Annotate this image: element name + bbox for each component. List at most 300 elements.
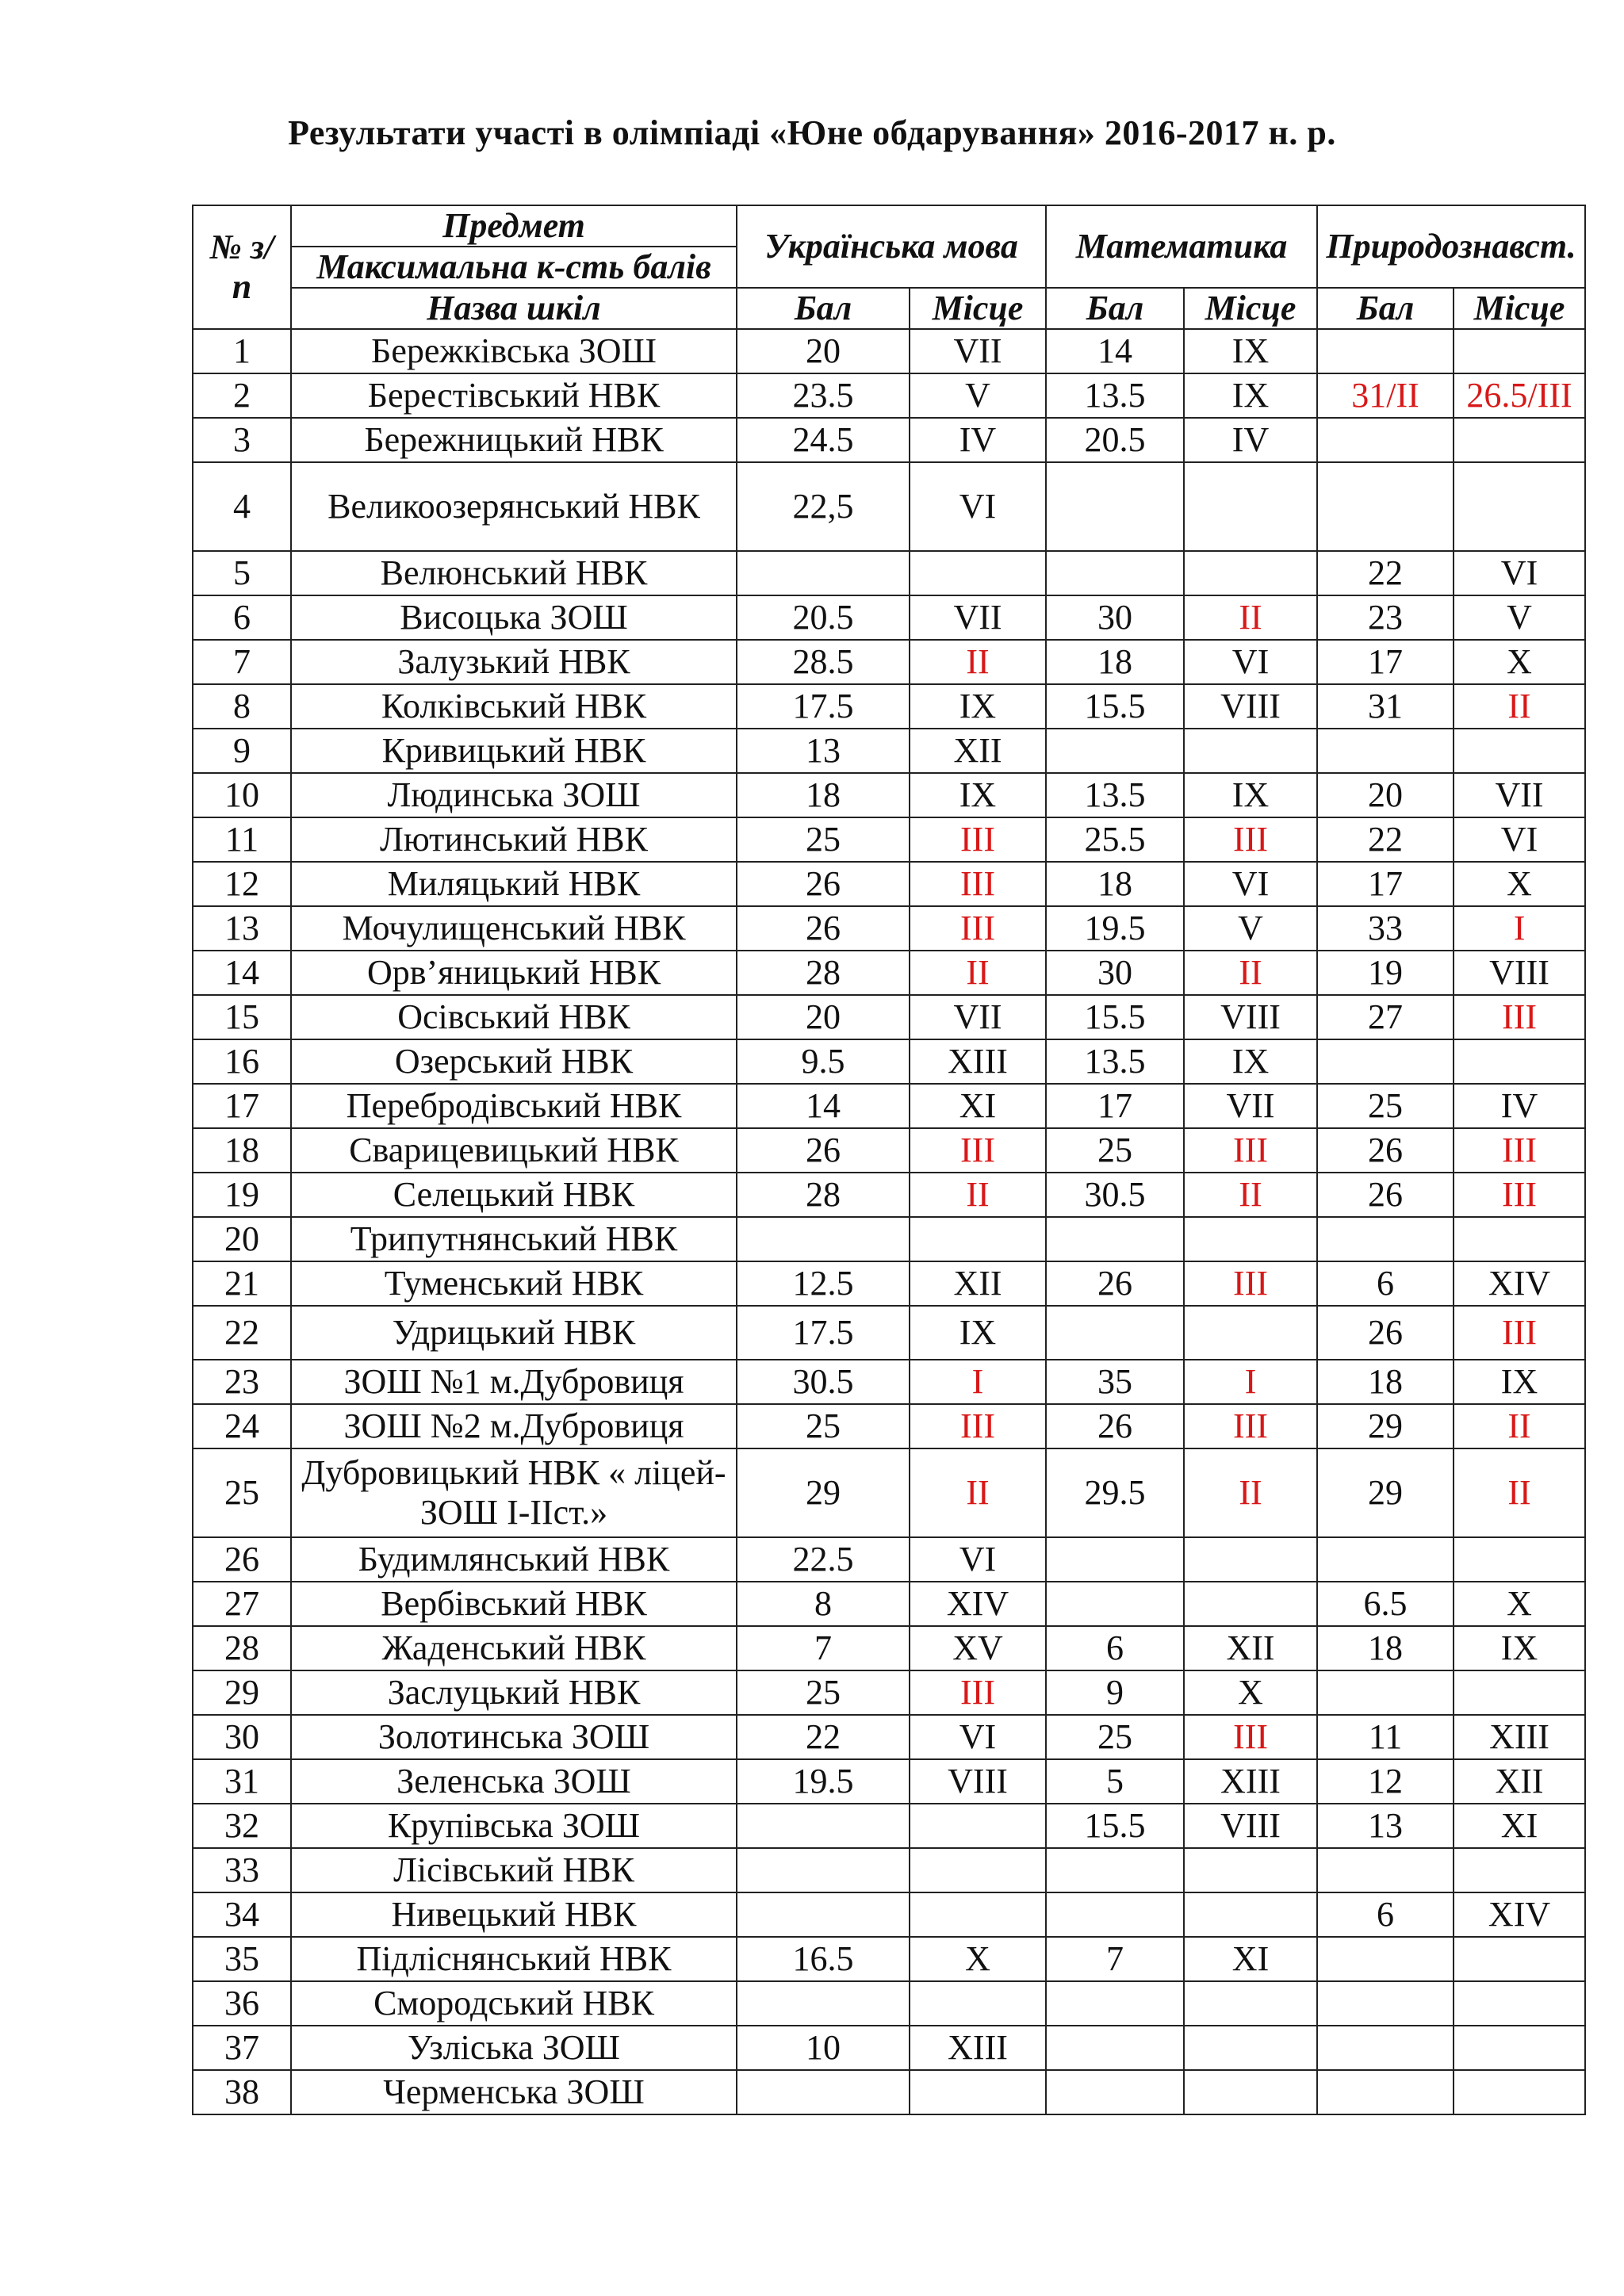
school-name: Мочулищенський НВК (291, 906, 737, 951)
school-name: Нивецький НВК (291, 1892, 737, 1937)
math-score: 26 (1046, 1404, 1184, 1448)
ukr-score: 29 (737, 1448, 910, 1537)
ukr-place: III (910, 906, 1046, 951)
ukr-score: 17.5 (737, 1306, 910, 1360)
school-name: Берестівський НВК (291, 373, 737, 418)
nature-place: XIV (1454, 1892, 1585, 1937)
table-row (193, 1217, 1585, 1261)
school-name: Крупівська ЗОШ (291, 1804, 737, 1848)
table-row (193, 1626, 1585, 1670)
nature-score (1317, 1217, 1454, 1261)
math-score (1046, 1848, 1184, 1892)
table-row (193, 1670, 1585, 1715)
header-max-points: Максимальна к-сть балів (291, 247, 737, 288)
row-number: 11 (193, 817, 291, 862)
header-ukr-place: Місце (910, 288, 1046, 329)
row-number: 25 (193, 1448, 291, 1537)
school-name: Вербівський НВК (291, 1582, 737, 1626)
math-score: 9 (1046, 1670, 1184, 1715)
ukr-score (737, 551, 910, 595)
ukr-score: 13 (737, 729, 910, 773)
math-score (1046, 1981, 1184, 2026)
math-place (1184, 1537, 1317, 1582)
row-number: 20 (193, 1217, 291, 1261)
math-score: 6 (1046, 1626, 1184, 1670)
results-table (192, 205, 1586, 2115)
ukr-place: VI (910, 1715, 1046, 1759)
school-name: Лісівський НВК (291, 1848, 737, 1892)
math-score: 19.5 (1046, 906, 1184, 951)
nature-place: VI (1454, 551, 1585, 595)
school-name: Великоозерянський НВК (291, 462, 737, 551)
ukr-score: 26 (737, 1128, 910, 1173)
math-place: V (1184, 906, 1317, 951)
ukr-place: VII (910, 329, 1046, 373)
math-place (1184, 2070, 1317, 2114)
table-row (193, 640, 1585, 684)
nature-place: VI (1454, 817, 1585, 862)
school-name: Будимлянський НВК (291, 1537, 737, 1582)
nature-score: 17 (1317, 862, 1454, 906)
row-number: 38 (193, 2070, 291, 2114)
table-row (193, 1582, 1585, 1626)
row-number: 15 (193, 995, 291, 1039)
table-row (193, 1448, 1585, 1537)
school-name: Висоцька ЗОШ (291, 595, 737, 640)
math-place: III (1184, 1715, 1317, 1759)
ukr-place: III (910, 1128, 1046, 1173)
header-subject-nature: Природознавст. (1317, 205, 1585, 288)
ukr-place: VI (910, 1537, 1046, 1582)
nature-place: VII (1454, 773, 1585, 817)
nature-score: 22 (1317, 817, 1454, 862)
row-number: 19 (193, 1173, 291, 1217)
table-row (193, 1306, 1585, 1360)
ukr-score: 28 (737, 1173, 910, 1217)
table-row (193, 995, 1585, 1039)
ukr-place (910, 2070, 1046, 2114)
row-number: 9 (193, 729, 291, 773)
ukr-place: XI (910, 1084, 1046, 1128)
math-score (1046, 462, 1184, 551)
ukr-place: IX (910, 1306, 1046, 1360)
ukr-place: II (910, 1173, 1046, 1217)
table-row (193, 373, 1585, 418)
nature-place: IX (1454, 1360, 1585, 1404)
table-row (193, 684, 1585, 729)
row-number: 3 (193, 418, 291, 462)
nature-score: 26 (1317, 1128, 1454, 1173)
row-number: 12 (193, 862, 291, 906)
header-ukr-score: Бал (737, 288, 910, 329)
nature-score: 17 (1317, 640, 1454, 684)
math-place (1184, 729, 1317, 773)
page-title: Результати участі в олімпіаді «Юне обдарування» 2016-2017 н. р. (288, 113, 1336, 152)
row-number: 30 (193, 1715, 291, 1759)
nature-place: V (1454, 595, 1585, 640)
row-number: 37 (193, 2026, 291, 2070)
nature-place: IX (1454, 1626, 1585, 1670)
row-number: 35 (193, 1937, 291, 1981)
ukr-score (737, 2070, 910, 2114)
math-place: III (1184, 1404, 1317, 1448)
nature-score (1317, 1848, 1454, 1892)
school-name: Трипутнянський НВК (291, 1217, 737, 1261)
ukr-place: III (910, 817, 1046, 862)
ukr-score: 25 (737, 817, 910, 862)
nature-place (1454, 329, 1585, 373)
math-score: 15.5 (1046, 1804, 1184, 1848)
ukr-place: V (910, 373, 1046, 418)
nature-place (1454, 729, 1585, 773)
ukr-score: 14 (737, 1084, 910, 1128)
school-name: Дубровицький НВК « ліцей- ЗОШ І-ІІст.» (291, 1448, 737, 1537)
math-score: 35 (1046, 1360, 1184, 1404)
math-score (1046, 551, 1184, 595)
nature-place: III (1454, 1306, 1585, 1360)
nature-score: 29 (1317, 1404, 1454, 1448)
math-place: IX (1184, 329, 1317, 373)
ukr-place: X (910, 1937, 1046, 1981)
math-score (1046, 1306, 1184, 1360)
math-place (1184, 2026, 1317, 2070)
math-place: XII (1184, 1626, 1317, 1670)
ukr-place (910, 1892, 1046, 1937)
nature-score (1317, 462, 1454, 551)
nature-place: III (1454, 1173, 1585, 1217)
nature-score (1317, 418, 1454, 462)
math-place (1184, 1582, 1317, 1626)
nature-score: 27 (1317, 995, 1454, 1039)
math-score: 15.5 (1046, 684, 1184, 729)
math-score: 13.5 (1046, 1039, 1184, 1084)
math-place: II (1184, 1448, 1317, 1537)
math-place: II (1184, 1173, 1317, 1217)
row-number: 34 (193, 1892, 291, 1937)
nature-place: XII (1454, 1759, 1585, 1804)
math-score (1046, 1892, 1184, 1937)
table-row (193, 1360, 1585, 1404)
row-number: 16 (193, 1039, 291, 1084)
nature-score: 31 (1317, 684, 1454, 729)
ukr-place: IV (910, 418, 1046, 462)
row-number: 4 (193, 462, 291, 551)
ukr-place: XII (910, 729, 1046, 773)
ukr-place: VIII (910, 1759, 1046, 1804)
school-name: Людинська ЗОШ (291, 773, 737, 817)
ukr-place: XII (910, 1261, 1046, 1306)
ukr-place (910, 1804, 1046, 1848)
math-place (1184, 1306, 1317, 1360)
school-name: Узліська ЗОШ (291, 2026, 737, 2070)
ukr-place (910, 551, 1046, 595)
table-row (193, 1537, 1585, 1582)
table-row (193, 1173, 1585, 1217)
ukr-score: 20 (737, 995, 910, 1039)
ukr-score (737, 1981, 910, 2026)
ukr-score: 16.5 (737, 1937, 910, 1981)
math-place (1184, 1848, 1317, 1892)
ukr-place: VII (910, 595, 1046, 640)
row-number: 8 (193, 684, 291, 729)
nature-place: XIV (1454, 1261, 1585, 1306)
nature-score: 11 (1317, 1715, 1454, 1759)
math-score (1046, 729, 1184, 773)
math-place: III (1184, 1261, 1317, 1306)
ukr-place: II (910, 640, 1046, 684)
nature-place (1454, 1217, 1585, 1261)
nature-place (1454, 1537, 1585, 1582)
table-row (193, 1261, 1585, 1306)
school-name: Залузький НВК (291, 640, 737, 684)
header-nature-score: Бал (1317, 288, 1454, 329)
math-score: 18 (1046, 862, 1184, 906)
nature-score: 6 (1317, 1261, 1454, 1306)
ukr-score: 9.5 (737, 1039, 910, 1084)
ukr-score: 25 (737, 1670, 910, 1715)
table-row (193, 2070, 1585, 2114)
ukr-place: IX (910, 773, 1046, 817)
math-score: 25.5 (1046, 817, 1184, 862)
math-place: XIII (1184, 1759, 1317, 1804)
ukr-score: 24.5 (737, 418, 910, 462)
nature-place (1454, 418, 1585, 462)
table-row (193, 551, 1585, 595)
nature-score: 23 (1317, 595, 1454, 640)
ukr-score (737, 1848, 910, 1892)
ukr-place (910, 1848, 1046, 1892)
ukr-place: XIV (910, 1582, 1046, 1626)
table-row (193, 1759, 1585, 1804)
math-score (1046, 1217, 1184, 1261)
math-place: VIII (1184, 684, 1317, 729)
math-score: 30 (1046, 951, 1184, 995)
ukr-score: 22,5 (737, 462, 910, 551)
ukr-place: III (910, 1404, 1046, 1448)
nature-score: 18 (1317, 1360, 1454, 1404)
ukr-place: II (910, 951, 1046, 995)
nature-place (1454, 462, 1585, 551)
ukr-place: III (910, 1670, 1046, 1715)
nature-score (1317, 729, 1454, 773)
nature-place: IV (1454, 1084, 1585, 1128)
nature-score (1317, 2070, 1454, 2114)
ukr-score: 12.5 (737, 1261, 910, 1306)
nature-score: 25 (1317, 1084, 1454, 1128)
table-row (193, 1981, 1585, 2026)
nature-score: 26 (1317, 1173, 1454, 1217)
nature-score: 6.5 (1317, 1582, 1454, 1626)
table-row (193, 418, 1585, 462)
nature-place: XIII (1454, 1715, 1585, 1759)
math-place: X (1184, 1670, 1317, 1715)
math-place: I (1184, 1360, 1317, 1404)
nature-score (1317, 2026, 1454, 2070)
row-number: 29 (193, 1670, 291, 1715)
school-name: Удрицький НВК (291, 1306, 737, 1360)
nature-score: 33 (1317, 906, 1454, 951)
row-number: 1 (193, 329, 291, 373)
header-num: № з/п (193, 205, 291, 329)
row-number: 33 (193, 1848, 291, 1892)
nature-place: VIII (1454, 951, 1585, 995)
nature-score (1317, 1537, 1454, 1582)
row-number: 22 (193, 1306, 291, 1360)
school-name: Миляцький НВК (291, 862, 737, 906)
math-place: III (1184, 817, 1317, 862)
table-row (193, 1084, 1585, 1128)
ukr-place: II (910, 1448, 1046, 1537)
header-nature-place: Місце (1454, 288, 1585, 329)
math-place: VI (1184, 640, 1317, 684)
row-number: 18 (193, 1128, 291, 1173)
school-name: Зеленська ЗОШ (291, 1759, 737, 1804)
math-score: 30.5 (1046, 1173, 1184, 1217)
ukr-score: 20.5 (737, 595, 910, 640)
math-place: IX (1184, 1039, 1317, 1084)
nature-place (1454, 1937, 1585, 1981)
math-score: 29.5 (1046, 1448, 1184, 1537)
math-score: 13.5 (1046, 773, 1184, 817)
school-name: Перебродівський НВК (291, 1084, 737, 1128)
school-name: Колківський НВК (291, 684, 737, 729)
school-name: Туменський НВК (291, 1261, 737, 1306)
table-row (193, 1039, 1585, 1084)
ukr-score: 22 (737, 1715, 910, 1759)
table-row (193, 1804, 1585, 1848)
ukr-score: 25 (737, 1404, 910, 1448)
school-name: Золотинська ЗОШ (291, 1715, 737, 1759)
math-score (1046, 1582, 1184, 1626)
table-row (193, 773, 1585, 817)
row-number: 32 (193, 1804, 291, 1848)
table-row (193, 1404, 1585, 1448)
row-number: 28 (193, 1626, 291, 1670)
math-score: 7 (1046, 1937, 1184, 1981)
nature-place: I (1454, 906, 1585, 951)
ukr-score: 10 (737, 2026, 910, 2070)
table-row (193, 862, 1585, 906)
nature-place: II (1454, 1448, 1585, 1537)
nature-score: 6 (1317, 1892, 1454, 1937)
nature-place (1454, 1670, 1585, 1715)
math-place: IX (1184, 773, 1317, 817)
school-name: Озерський НВК (291, 1039, 737, 1084)
header-school-names: Назва шкіл (291, 288, 737, 329)
row-number: 23 (193, 1360, 291, 1404)
nature-score: 20 (1317, 773, 1454, 817)
nature-score: 29 (1317, 1448, 1454, 1537)
row-number: 7 (193, 640, 291, 684)
nature-score: 13 (1317, 1804, 1454, 1848)
math-place: II (1184, 951, 1317, 995)
header-math-score: Бал (1046, 288, 1184, 329)
table-row (193, 1128, 1585, 1173)
row-number: 6 (193, 595, 291, 640)
row-number: 27 (193, 1582, 291, 1626)
nature-place (1454, 1981, 1585, 2026)
math-place: III (1184, 1128, 1317, 1173)
ukr-place (910, 1217, 1046, 1261)
ukr-score: 19.5 (737, 1759, 910, 1804)
table-row (193, 1937, 1585, 1981)
nature-score (1317, 329, 1454, 373)
ukr-place: I (910, 1360, 1046, 1404)
table-row (193, 951, 1585, 995)
math-place: XI (1184, 1937, 1317, 1981)
nature-place (1454, 1848, 1585, 1892)
nature-score: 22 (1317, 551, 1454, 595)
math-place (1184, 1981, 1317, 2026)
math-place (1184, 1217, 1317, 1261)
math-place: IX (1184, 373, 1317, 418)
ukr-score (737, 1804, 910, 1848)
table-row (193, 906, 1585, 951)
row-number: 2 (193, 373, 291, 418)
math-score: 30 (1046, 595, 1184, 640)
table-row (193, 462, 1585, 551)
school-name: Заслуцький НВК (291, 1670, 737, 1715)
school-name: Орв’яницький НВК (291, 951, 737, 995)
math-score: 25 (1046, 1128, 1184, 1173)
nature-score (1317, 1670, 1454, 1715)
nature-place (1454, 1039, 1585, 1084)
ukr-place: XV (910, 1626, 1046, 1670)
ukr-score: 8 (737, 1582, 910, 1626)
school-name: Сварицевицький НВК (291, 1128, 737, 1173)
math-place: II (1184, 595, 1317, 640)
math-score: 14 (1046, 329, 1184, 373)
ukr-place: IX (910, 684, 1046, 729)
ukr-score: 30.5 (737, 1360, 910, 1404)
ukr-place (910, 1981, 1046, 2026)
ukr-place: VI (910, 462, 1046, 551)
math-place: VI (1184, 862, 1317, 906)
nature-place: X (1454, 862, 1585, 906)
table-row (193, 595, 1585, 640)
math-score: 5 (1046, 1759, 1184, 1804)
math-score: 18 (1046, 640, 1184, 684)
school-name: Бережницький НВК (291, 418, 737, 462)
ukr-score: 22.5 (737, 1537, 910, 1582)
nature-place: III (1454, 1128, 1585, 1173)
nature-place: XI (1454, 1804, 1585, 1848)
math-score (1046, 1537, 1184, 1582)
school-name: Лютинський НВК (291, 817, 737, 862)
nature-place: 26.5/III (1454, 373, 1585, 418)
header-subject: Предмет (291, 205, 737, 247)
math-score: 20.5 (1046, 418, 1184, 462)
row-number: 10 (193, 773, 291, 817)
ukr-score (737, 1217, 910, 1261)
school-name: ЗОШ №1 м.Дубровиця (291, 1360, 737, 1404)
row-number: 31 (193, 1759, 291, 1804)
row-number: 5 (193, 551, 291, 595)
row-number: 17 (193, 1084, 291, 1128)
row-number: 13 (193, 906, 291, 951)
school-name: Селецький НВК (291, 1173, 737, 1217)
math-place (1184, 462, 1317, 551)
ukr-place: III (910, 862, 1046, 906)
nature-score: 12 (1317, 1759, 1454, 1804)
school-name: Смородський НВК (291, 1981, 737, 2026)
ukr-score: 18 (737, 773, 910, 817)
math-place (1184, 551, 1317, 595)
header-math-place: Місце (1184, 288, 1317, 329)
nature-score: 18 (1317, 1626, 1454, 1670)
math-place: IV (1184, 418, 1317, 462)
table-row (193, 1848, 1585, 1892)
